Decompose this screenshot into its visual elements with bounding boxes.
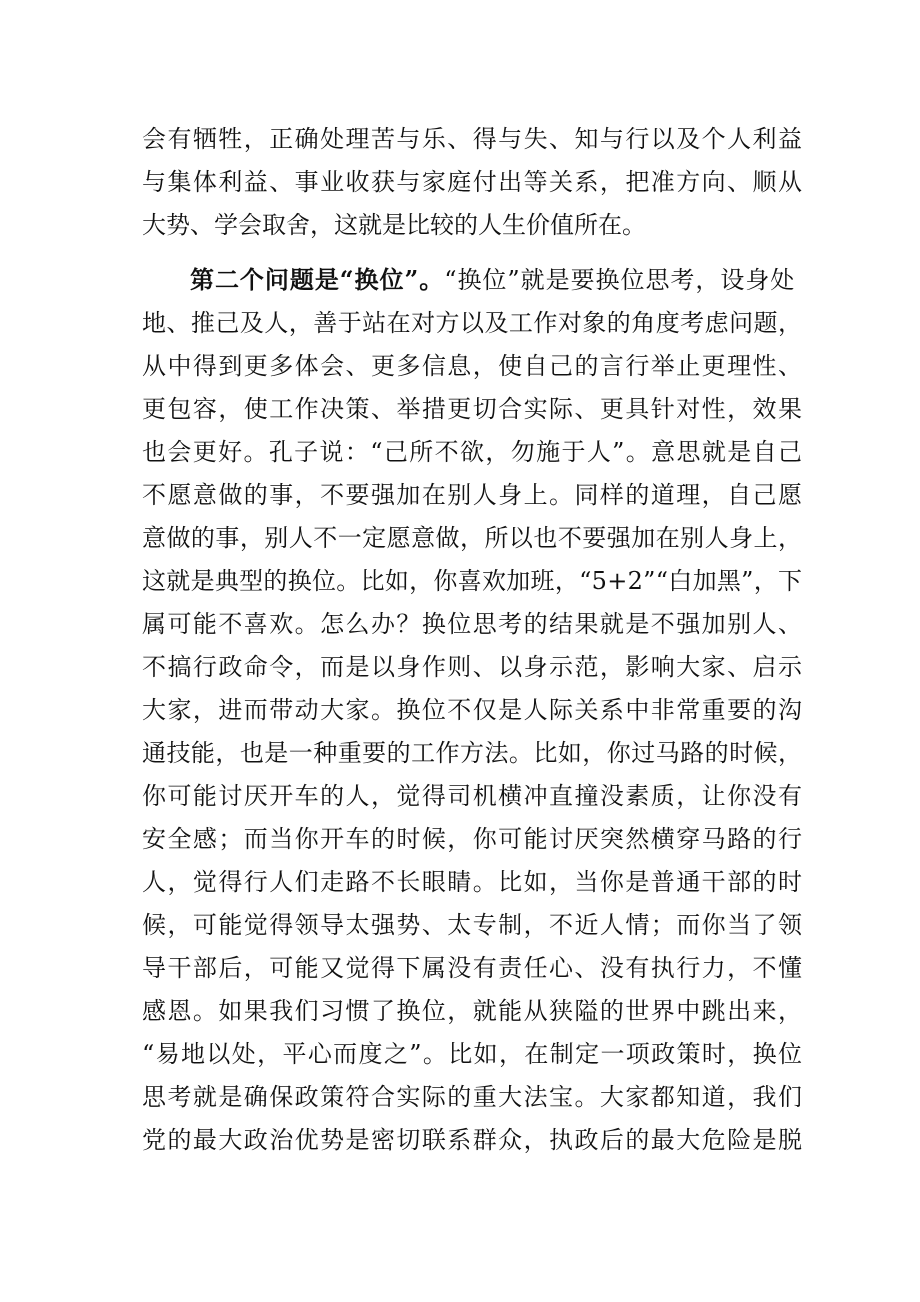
paragraph-2-line-8: 这就是典型的换位。比如，你喜欢加班，“5+2”“白加黑”，下 [142, 567, 803, 595]
paragraph-2-line-7: 意做的事，别人不一定愿意做，所以也不要强加在别人身上， [142, 524, 803, 552]
paragraph-2-line-13: 你可能讨厌开车的人，觉得司机横冲直撞没素质，让你没有 [142, 782, 804, 810]
paragraph-2-line-17: 导干部后，可能又觉得下属没有责任心、没有执行力，不懂 [142, 954, 804, 982]
paragraph-1-line-2: 与集体利益、事业收获与家庭付出等关系，把准方向、顺从 [142, 168, 804, 196]
paragraph-2-line-19: “易地以处，平心而度之”。比如，在制定一项政策时，换位 [142, 1040, 804, 1068]
paragraph-2-line-4: 更包容，使工作决策、举措更切合实际、更具针对性，效果 [142, 395, 804, 423]
paragraph-1-line-1: 会有牺牲，正确处理苦与乐、得与失、知与行以及个人利益 [142, 125, 804, 153]
paragraph-2-line-3: 从中得到更多体会、更多信息，使自己的言行举止更理性、 [142, 352, 804, 380]
paragraph-2-line-14: 安全感；而当你开车的时候，你可能讨厌突然横穿马路的行 [142, 825, 804, 853]
paragraph-2-line-6: 不愿意做的事，不要强加在别人身上。同样的道理，自己愿 [142, 481, 804, 509]
paragraph-2-line-20: 思考就是确保政策符合实际的重大法宝。大家都知道，我们 [142, 1083, 804, 1111]
paragraph-2-line-18: 感恩。如果我们习惯了换位，就能从狭隘的世界中跳出来， [142, 997, 804, 1025]
paragraph-2-first-line-text: “换位”就是要换位思考，设身处 [444, 266, 796, 294]
paragraph-2-line-2: 地、推己及人，善于站在对方以及工作对象的角度考虑问题， [142, 309, 803, 337]
paragraph-2-line-10: 不搞行政命令，而是以身作则、以身示范，影响大家、启示 [142, 653, 804, 681]
section-heading: 第二个问题是“换位”。 [190, 265, 445, 294]
paragraph-2-line-15: 人，觉得行人们走路不长眼睛。比如，当你是普通干部的时 [142, 868, 804, 896]
paragraph-2-line-12: 通技能，也是一种重要的工作方法。比如，你过马路的时候， [142, 739, 803, 767]
paragraph-2-line-21: 党的最大政治优势是密切联系群众，执政后的最大危险是脱 [142, 1126, 804, 1154]
paragraph-2-line-11: 大家，进而带动大家。换位不仅是人际关系中非常重要的沟 [142, 696, 804, 724]
paragraph-2-line-9: 属可能不喜欢。怎么办？换位思考的结果就是不强加别人、 [142, 610, 804, 638]
paragraph-2-line-5: 也会更好。孔子说：“己所不欲，勿施于人”。意思就是自己 [142, 438, 804, 466]
paragraph-2-line-16: 候，可能觉得领导太强势、太专制，不近人情；而你当了领 [142, 911, 804, 939]
paragraph-2-first-line [190, 260, 802, 300]
paragraph-1-line-3: 大势、学会取舍，这就是比较的人生价值所在。 [142, 211, 646, 239]
